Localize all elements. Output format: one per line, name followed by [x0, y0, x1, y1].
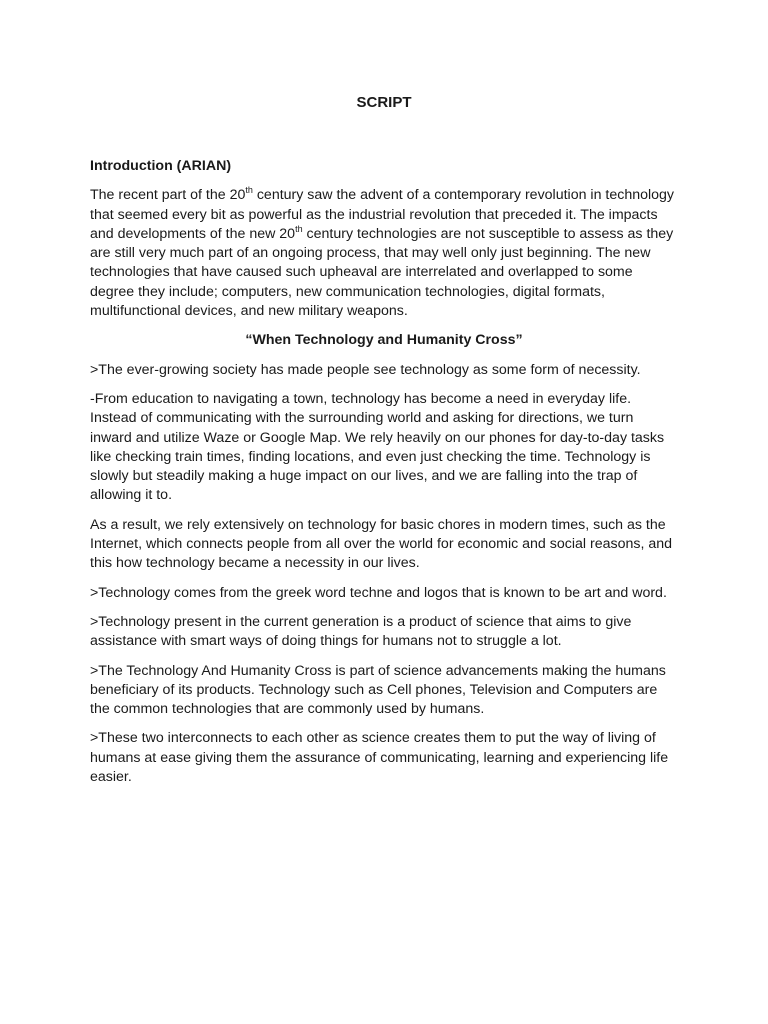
document-title: SCRIPT [356, 94, 412, 111]
quote-heading: “When Technology and Humanity Cross” [245, 332, 523, 349]
intro-text-part3: century technologies are not susceptible to assess as they are still very much part of an ongoing process, that may well only just beginning. The new technologies that have caused such upheaval are interrelated and overlapped to some degree they include; computers, new communication technologies, digital formats, multifunctional devices, and new military weapons. [90, 225, 674, 320]
paragraph-necessity: >The ever-growing society has made people see technology as some form of necessity. [90, 361, 641, 378]
paragraph-interconnects: >These two interconnects to each other as science creates them to put the way of living of humans at ease giving them the assurance of communicating, learning and experiencing life easier. [90, 730, 669, 786]
paragraph-etymology: >Technology comes from the greek word techne and logos that is known to be art and word. [90, 584, 667, 601]
superscript-th-2: th [295, 223, 303, 234]
paragraph-humanity-cross: >The Technology And Humanity Cross is part of science advancements making the humans beneficiary of its products. Technology such as Cell phones, Television and Computers are the common technologies that are commonly used by humans. [90, 662, 666, 718]
superscript-th-1: th [245, 185, 253, 196]
intro-text-part2: century saw the advent of a contemporary revolution in technology that seemed every bit as powerful as the industrial revolution that preceded it. The impacts and developments of the new 20 [90, 187, 675, 242]
intro-paragraph [90, 186, 678, 321]
section-heading: Introduction (ARIAN) [90, 158, 232, 174]
paragraph-education: -From education to navigating a town, technology has become a need in everyday life. Instead of communicating with the surrounding world and asking for directions, we turn inward and utilize Waze or Google Map. We rely heavily on our phones for day-to-day tasks like checking train times, finding locations, and even just checking the time. Technology is slowly but steadily making a huge impact on our lives, and we are falling into the trap of allowing it to. [90, 390, 665, 504]
paragraph-current-generation: >Technology present in the current generation is a product of science that aims to give assistance with smart ways of doing things for humans not to struggle a lot. [90, 613, 632, 650]
intro-text-part1: The recent part of the 20 [90, 187, 246, 204]
paragraph-result: As a result, we rely extensively on technology for basic chores in modern times, such as the Internet, which connects people from all over the world for economic and social reasons, and this how technology became a necessity in our lives. [90, 516, 672, 572]
document-body [90, 92, 678, 797]
